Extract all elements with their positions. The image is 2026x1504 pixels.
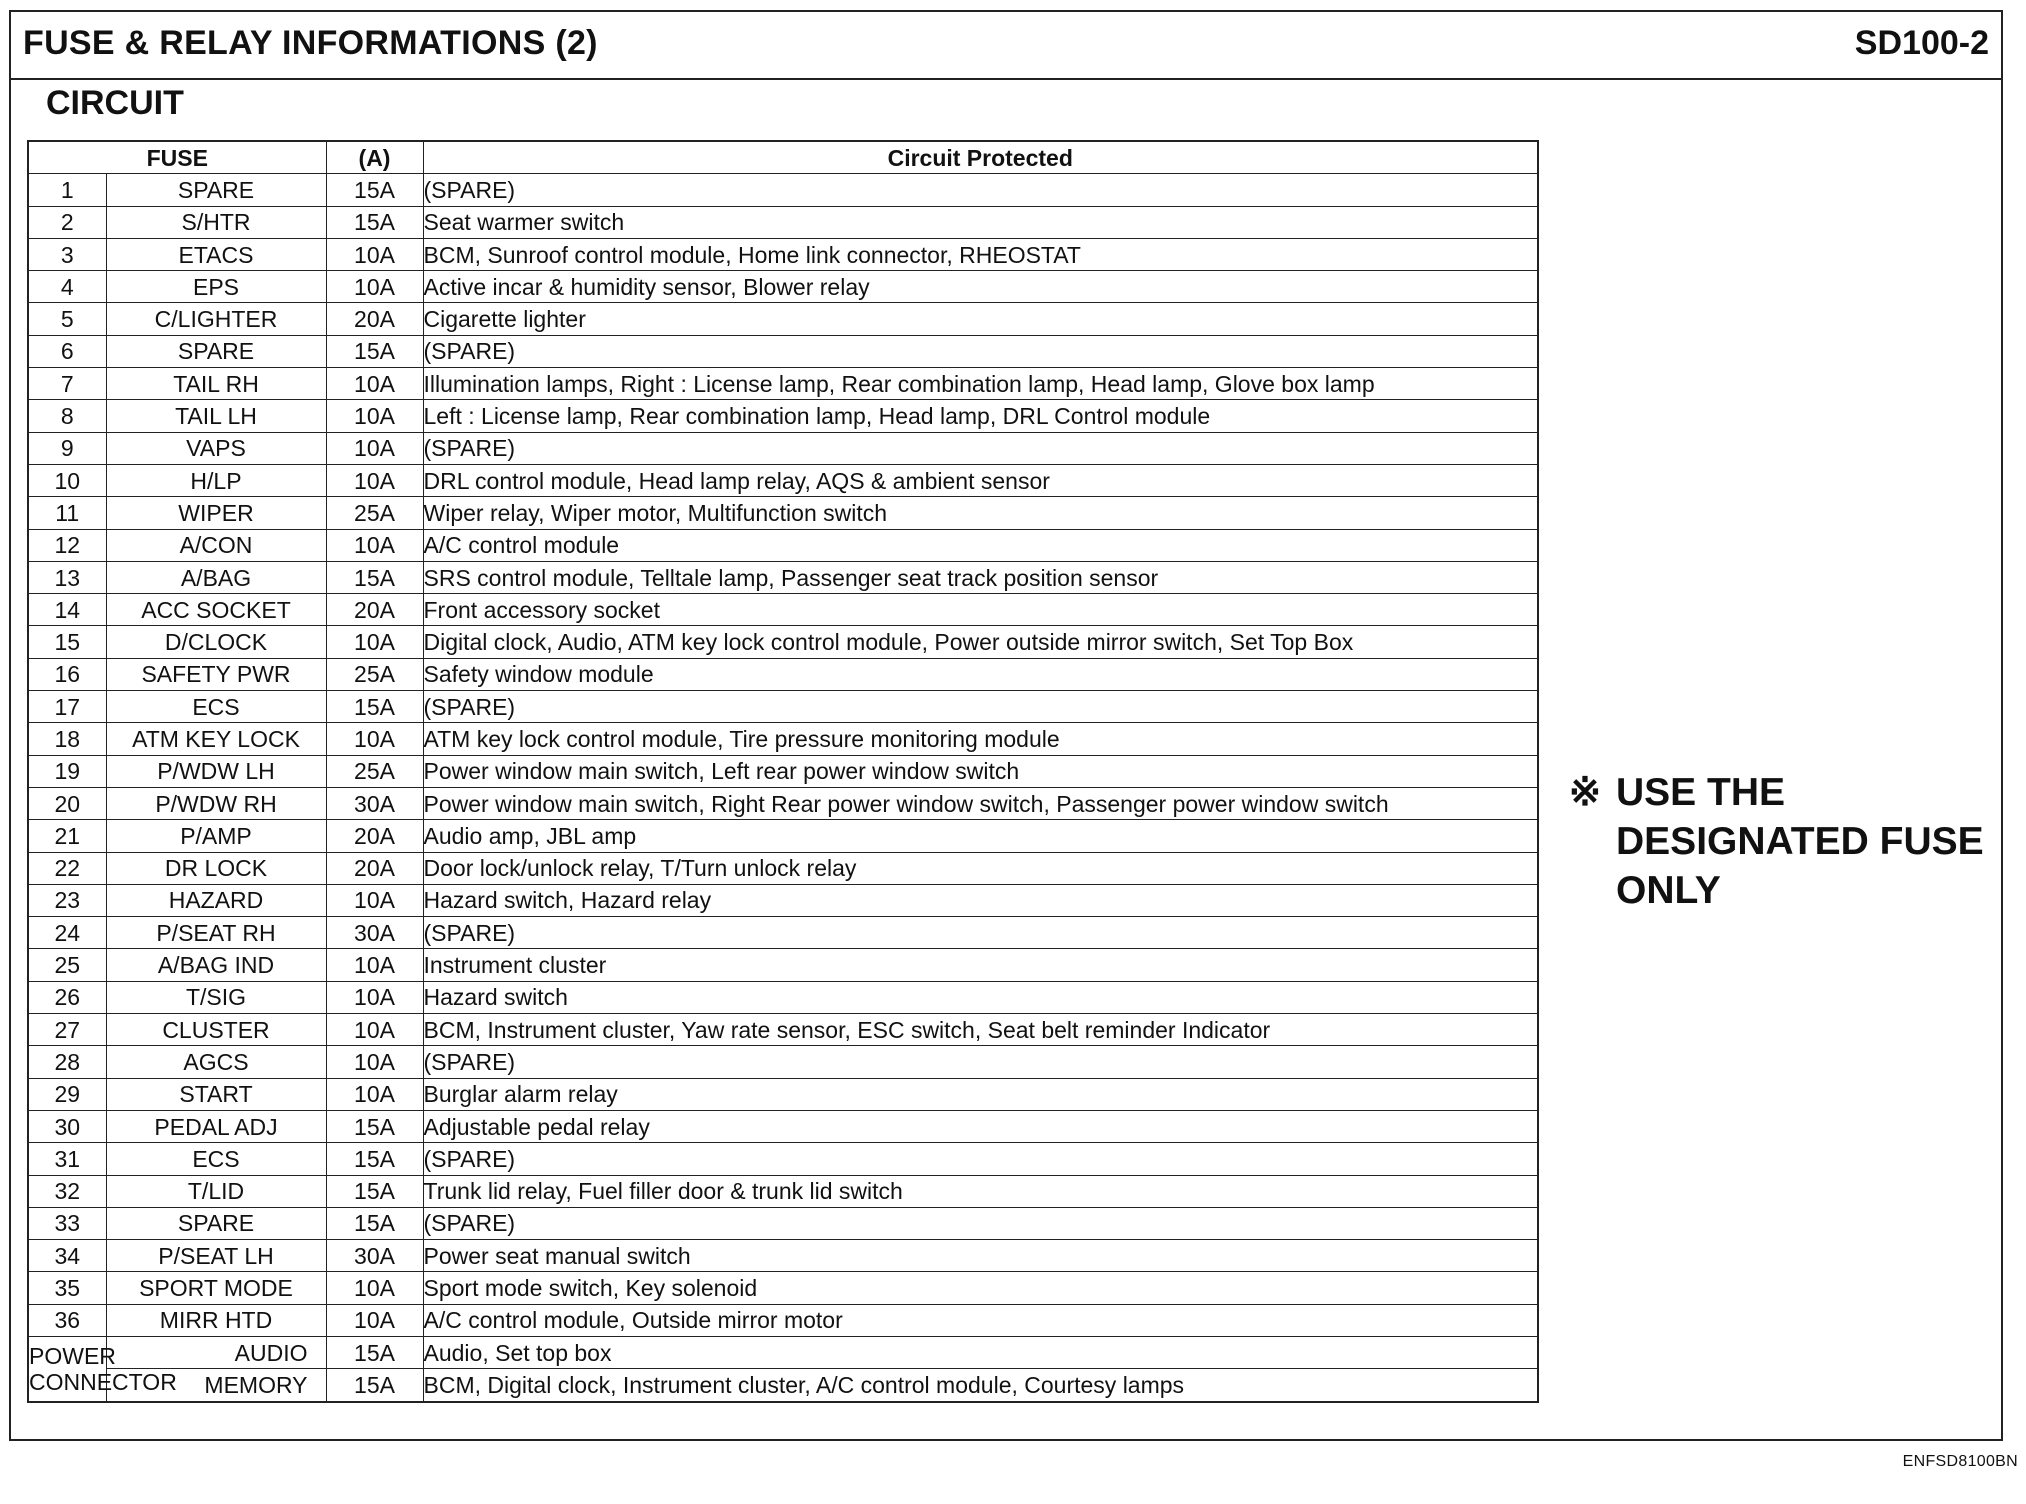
reference-mark-icon: ※ xyxy=(1568,771,1602,814)
fuse-name: HAZARD xyxy=(106,884,326,916)
fuse-name: S/HTR xyxy=(106,206,326,238)
table-row xyxy=(28,561,1538,593)
circuit-protected: (SPARE) xyxy=(423,1143,1538,1175)
fuse-amperage: 25A xyxy=(326,658,423,690)
fuse-amperage: 10A xyxy=(326,723,423,755)
fuse-amperage: 20A xyxy=(326,820,423,852)
circuit-protected: (SPARE) xyxy=(423,1207,1538,1239)
fuse-amperage: 25A xyxy=(326,755,423,787)
fuse-number: 24 xyxy=(28,917,106,949)
page-code: SD100-2 xyxy=(1854,24,1989,62)
circuit-protected: Power seat manual switch xyxy=(423,1240,1538,1272)
table-row xyxy=(28,271,1538,303)
fuse-number: 15 xyxy=(28,626,106,658)
fuse-amperage: 25A xyxy=(326,497,423,529)
circuit-protected: Hazard switch xyxy=(423,981,1538,1013)
fuse-amperage: 30A xyxy=(326,1240,423,1272)
power-connector-row xyxy=(28,1369,1538,1402)
circuit-protected: (SPARE) xyxy=(423,1046,1538,1078)
circuit-protected: Power window main switch, Left rear power window switch xyxy=(423,755,1538,787)
fuse-name: ECS xyxy=(106,1143,326,1175)
fuse-name: PEDAL ADJ xyxy=(106,1110,326,1142)
fuse-number: 9 xyxy=(28,432,106,464)
circuit-protected: Door lock/unlock relay, T/Turn unlock relay xyxy=(423,852,1538,884)
circuit-protected: Audio amp, JBL amp xyxy=(423,820,1538,852)
table-row xyxy=(28,981,1538,1013)
fuse-amperage: 30A xyxy=(326,917,423,949)
table-row xyxy=(28,594,1538,626)
note-line-1: USE THE xyxy=(1616,771,1786,814)
fuse-number: 17 xyxy=(28,691,106,723)
fuse-number: 34 xyxy=(28,1240,106,1272)
fuse-name: DR LOCK xyxy=(106,852,326,884)
table-row xyxy=(28,658,1538,690)
table-row xyxy=(28,464,1538,496)
circuit-protected: Front accessory socket xyxy=(423,594,1538,626)
fuse-name: MIRR HTD xyxy=(106,1304,326,1336)
table-row xyxy=(28,1143,1538,1175)
fuse-number: 28 xyxy=(28,1046,106,1078)
table-row xyxy=(28,1175,1538,1207)
fuse-table xyxy=(27,140,1539,1403)
circuit-protected: DRL control module, Head lamp relay, AQS & ambient sensor xyxy=(423,464,1538,496)
fuse-amperage: 15A xyxy=(326,1143,423,1175)
fuse-name: SPARE xyxy=(106,335,326,367)
fuse-number: 2 xyxy=(28,206,106,238)
fuse-name: CLUSTER xyxy=(106,1014,326,1046)
fuse-number: 33 xyxy=(28,1207,106,1239)
circuit-protected: Wiper relay, Wiper motor, Multifunction switch xyxy=(423,497,1538,529)
fuse-amperage: 15A xyxy=(326,691,423,723)
fuse-number: 29 xyxy=(28,1078,106,1110)
circuit-protected: A/C control module xyxy=(423,529,1538,561)
table-row xyxy=(28,497,1538,529)
table-row xyxy=(28,626,1538,658)
fuse-number: 35 xyxy=(28,1272,106,1304)
circuit-protected: ATM key lock control module, Tire pressure monitoring module xyxy=(423,723,1538,755)
table-row xyxy=(28,1014,1538,1046)
note-line-3: ONLY xyxy=(1616,869,1721,912)
table-header-row xyxy=(28,141,1538,174)
table-row xyxy=(28,884,1538,916)
fuse-number: 23 xyxy=(28,884,106,916)
fuse-amperage: 10A xyxy=(326,949,423,981)
fuse-name: SPORT MODE xyxy=(106,1272,326,1304)
circuit-protected: Adjustable pedal relay xyxy=(423,1110,1538,1142)
circuit-protected: Burglar alarm relay xyxy=(423,1078,1538,1110)
fuse-number: 36 xyxy=(28,1304,106,1336)
fuse-amperage: 10A xyxy=(326,271,423,303)
fuse-name: ECS xyxy=(106,691,326,723)
note-text xyxy=(1616,768,2006,915)
circuit-protected: (SPARE) xyxy=(423,691,1538,723)
fuse-number: 3 xyxy=(28,238,106,270)
table-row xyxy=(28,206,1538,238)
fuse-amperage: 10A xyxy=(326,432,423,464)
table-row xyxy=(28,691,1538,723)
section-title: CIRCUIT xyxy=(46,84,184,122)
power-connector-name: MEMORY xyxy=(106,1369,326,1402)
circuit-protected: Digital clock, Audio, ATM key lock control module, Power outside mirror switch, Set Top Box xyxy=(423,626,1538,658)
table-row xyxy=(28,917,1538,949)
fuse-name: WIPER xyxy=(106,497,326,529)
table-row xyxy=(28,400,1538,432)
fuse-name: SPARE xyxy=(106,1207,326,1239)
circuit-protected: SRS control module, Telltale lamp, Passenger seat track position sensor xyxy=(423,561,1538,593)
fuse-name: P/SEAT LH xyxy=(106,1240,326,1272)
fuse-name: SAFETY PWR xyxy=(106,658,326,690)
table-row xyxy=(28,303,1538,335)
fuse-amperage: 10A xyxy=(326,400,423,432)
fuse-name: EPS xyxy=(106,271,326,303)
page-title: FUSE & RELAY INFORMATIONS (2) xyxy=(23,24,598,62)
circuit-protected: Sport mode switch, Key solenoid xyxy=(423,1272,1538,1304)
fuse-name: A/BAG xyxy=(106,561,326,593)
circuit-protected: Trunk lid relay, Fuel filler door & trunk lid switch xyxy=(423,1175,1538,1207)
fuse-number: 30 xyxy=(28,1110,106,1142)
fuse-amperage: 15A xyxy=(326,206,423,238)
fuse-number: 12 xyxy=(28,529,106,561)
note-line-2: DESIGNATED FUSE xyxy=(1616,820,1984,863)
circuit-protected: (SPARE) xyxy=(423,432,1538,464)
fuse-number: 21 xyxy=(28,820,106,852)
power-connector-circuit: Audio, Set top box xyxy=(423,1336,1538,1368)
fuse-amperage: 15A xyxy=(326,335,423,367)
fuse-amperage: 10A xyxy=(326,626,423,658)
circuit-protected: A/C control module, Outside mirror motor xyxy=(423,1304,1538,1336)
power-connector-label-line2: CONNECTOR xyxy=(29,1368,177,1395)
fuse-name: TAIL RH xyxy=(106,368,326,400)
fuse-name: D/CLOCK xyxy=(106,626,326,658)
fuse-name: AGCS xyxy=(106,1046,326,1078)
circuit-protected: Active incar & humidity sensor, Blower relay xyxy=(423,271,1538,303)
fuse-name: ATM KEY LOCK xyxy=(106,723,326,755)
fuse-amperage: 10A xyxy=(326,1046,423,1078)
power-connector-name: AUDIO xyxy=(106,1336,326,1368)
power-connector-circuit: BCM, Digital clock, Instrument cluster, A/C control module, Courtesy lamps xyxy=(423,1369,1538,1402)
circuit-protected: Illumination lamps, Right : License lamp, Rear combination lamp, Head lamp, Glove box lamp xyxy=(423,368,1538,400)
fuse-number: 31 xyxy=(28,1143,106,1175)
fuse-amperage: 20A xyxy=(326,303,423,335)
fuse-amperage: 10A xyxy=(326,464,423,496)
fuse-number: 19 xyxy=(28,755,106,787)
fuse-name: ACC SOCKET xyxy=(106,594,326,626)
fuse-name: VAPS xyxy=(106,432,326,464)
circuit-protected: BCM, Instrument cluster, Yaw rate sensor, ESC switch, Seat belt reminder Indicator xyxy=(423,1014,1538,1046)
fuse-number: 32 xyxy=(28,1175,106,1207)
circuit-protected: Seat warmer switch xyxy=(423,206,1538,238)
table-row xyxy=(28,949,1538,981)
fuse-name: T/SIG xyxy=(106,981,326,1013)
table-row xyxy=(28,1110,1538,1142)
header-fuse: FUSE xyxy=(28,141,326,174)
circuit-protected: Power window main switch, Right Rear power window switch, Passenger power window switch xyxy=(423,787,1538,819)
fuse-number: 8 xyxy=(28,400,106,432)
fuse-number: 20 xyxy=(28,787,106,819)
fuse-amperage: 10A xyxy=(326,1078,423,1110)
circuit-protected: Hazard switch, Hazard relay xyxy=(423,884,1538,916)
fuse-amperage: 10A xyxy=(326,238,423,270)
circuit-protected: (SPARE) xyxy=(423,174,1538,206)
fuse-amperage: 20A xyxy=(326,594,423,626)
fuse-number: 5 xyxy=(28,303,106,335)
fuse-number: 6 xyxy=(28,335,106,367)
table-row xyxy=(28,1240,1538,1272)
fuse-number: 13 xyxy=(28,561,106,593)
power-connector-label xyxy=(28,1336,177,1401)
circuit-protected: (SPARE) xyxy=(423,917,1538,949)
table-row xyxy=(28,1272,1538,1304)
table-row xyxy=(28,174,1538,206)
header-circuit: Circuit Protected xyxy=(423,141,1538,174)
fuse-number: 27 xyxy=(28,1014,106,1046)
fuse-name: A/BAG IND xyxy=(106,949,326,981)
fuse-amperage: 15A xyxy=(326,1175,423,1207)
fuse-number: 16 xyxy=(28,658,106,690)
fuse-amperage: 20A xyxy=(326,852,423,884)
fuse-amperage: 15A xyxy=(326,1207,423,1239)
fuse-name: TAIL LH xyxy=(106,400,326,432)
fuse-number: 10 xyxy=(28,464,106,496)
fuse-name: P/WDW RH xyxy=(106,787,326,819)
table-row xyxy=(28,238,1538,270)
fuse-name: A/CON xyxy=(106,529,326,561)
fuse-amperage: 30A xyxy=(326,787,423,819)
table-row xyxy=(28,432,1538,464)
fuse-number: 14 xyxy=(28,594,106,626)
fuse-amperage: 10A xyxy=(326,884,423,916)
table-row xyxy=(28,787,1538,819)
footer-code: ENFSD8100BN xyxy=(1902,1453,2018,1470)
fuse-number: 22 xyxy=(28,852,106,884)
circuit-protected: BCM, Sunroof control module, Home link connector, RHEOSTAT xyxy=(423,238,1538,270)
fuse-number: 25 xyxy=(28,949,106,981)
circuit-protected: Cigarette lighter xyxy=(423,303,1538,335)
circuit-protected: (SPARE) xyxy=(423,335,1538,367)
power-connector-row xyxy=(28,1336,1538,1368)
fuse-amperage: 10A xyxy=(326,981,423,1013)
table-row xyxy=(28,755,1538,787)
fuse-amperage: 15A xyxy=(326,174,423,206)
fuse-amperage: 15A xyxy=(326,1110,423,1142)
power-connector-label-line1: POWER xyxy=(29,1342,116,1369)
power-connector-amperage: 15A xyxy=(326,1336,423,1368)
fuse-number: 11 xyxy=(28,497,106,529)
fuse-name: ETACS xyxy=(106,238,326,270)
table-row xyxy=(28,820,1538,852)
fuse-table-body xyxy=(28,174,1538,1402)
fuse-name: P/SEAT RH xyxy=(106,917,326,949)
fuse-number: 18 xyxy=(28,723,106,755)
fuse-name: P/AMP xyxy=(106,820,326,852)
fuse-number: 26 xyxy=(28,981,106,1013)
table-row xyxy=(28,335,1538,367)
fuse-name: C/LIGHTER xyxy=(106,303,326,335)
fuse-number: 7 xyxy=(28,368,106,400)
circuit-protected: Left : License lamp, Rear combination lamp, Head lamp, DRL Control module xyxy=(423,400,1538,432)
fuse-amperage: 10A xyxy=(326,1304,423,1336)
fuse-name: P/WDW LH xyxy=(106,755,326,787)
table-row xyxy=(28,852,1538,884)
fuse-amperage: 10A xyxy=(326,368,423,400)
fuse-amperage: 10A xyxy=(326,1014,423,1046)
fuse-amperage: 10A xyxy=(326,529,423,561)
circuit-protected: Safety window module xyxy=(423,658,1538,690)
table-row xyxy=(28,368,1538,400)
circuit-protected: Instrument cluster xyxy=(423,949,1538,981)
fuse-name: H/LP xyxy=(106,464,326,496)
header-amp: (A) xyxy=(326,141,423,174)
fuse-number: 4 xyxy=(28,271,106,303)
table-row xyxy=(28,1207,1538,1239)
table-row xyxy=(28,1304,1538,1336)
table-row xyxy=(28,1078,1538,1110)
fuse-name: SPARE xyxy=(106,174,326,206)
table-row xyxy=(28,723,1538,755)
header-bar xyxy=(11,12,2001,80)
fuse-name: START xyxy=(106,1078,326,1110)
table-row xyxy=(28,529,1538,561)
fuse-name: T/LID xyxy=(106,1175,326,1207)
fuse-amperage: 15A xyxy=(326,561,423,593)
fuse-number: 1 xyxy=(28,174,106,206)
fuse-amperage: 10A xyxy=(326,1272,423,1304)
power-connector-amperage: 15A xyxy=(326,1369,423,1402)
table-row xyxy=(28,1046,1538,1078)
